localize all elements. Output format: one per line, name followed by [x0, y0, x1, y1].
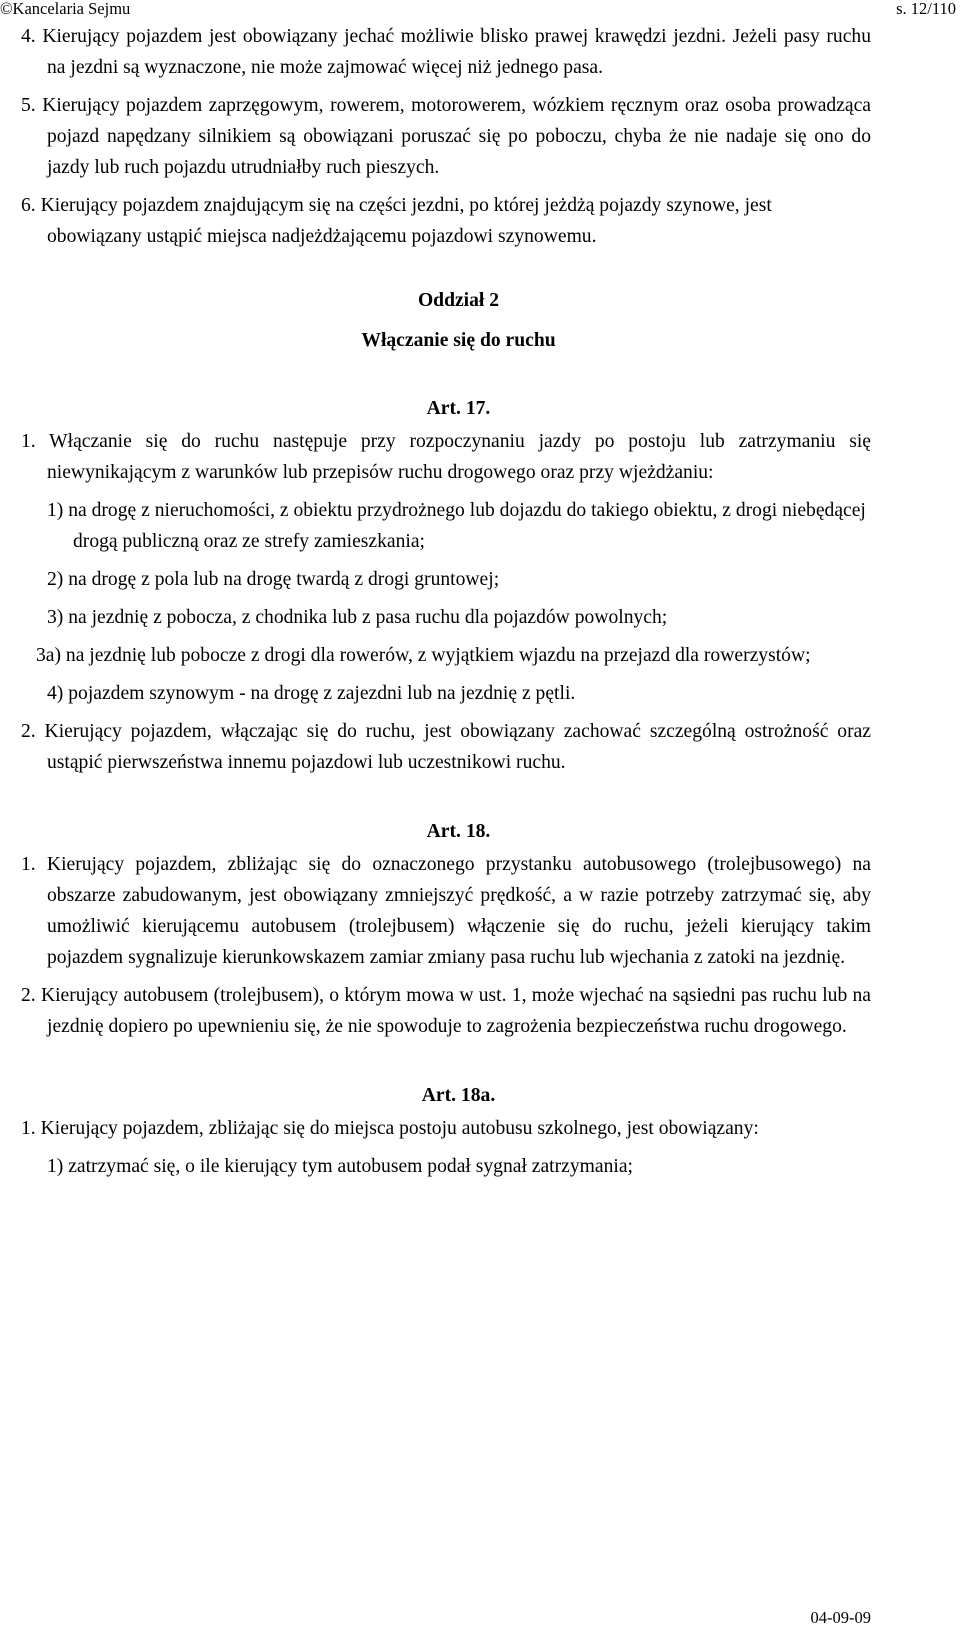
document-body [0, 21, 960, 1189]
article-17-heading: Art. 17. [426, 398, 491, 419]
paragraph-4: 4. Kierujący pojazdem jest obowiązany jechać możliwie blisko prawej krawędzi jezdni. Jeżeli pasy ruchu na jezdni są wyznaczone, nie może zajmować więcej niż jednego pasa. [21, 26, 871, 78]
article-17-item-3: 3) na jezdnię z pobocza, z chodnika lub z pasa ruchu dla pojazdów powolnych; [47, 607, 668, 628]
article-17-item-1: 1) na drogę z nieruchomości, z obiektu przydrożnego lub dojazdu do takiego obiektu, z drogi niebędącej drogą publiczną oraz ze strefy zamieszkania; [47, 500, 866, 552]
paragraph-6: 6. Kierujący pojazdem znajdującym się na części jezdni, po której jeżdżą pojazdy szynowe, jest obowiązany ustąpić miejsca nadjeżdżającemu pojazdowi szynowemu. [21, 195, 772, 247]
article-18-paragraph-1: 1. Kierujący pojazdem, zbliżając się do oznaczonego przystanku autobusowego (trolejbusowego) na obszarze zabudowanym, jest obowiązany zmniejszyć prędkość, a w razie potrzeby zatrzymać się, aby umożliwić kierującemu autobusem (trolejbusem) włączenie się do ruchu, jeżeli kierujący takim pojazdem sygnalizuje kierunkowskazem zamiar zmiany pasa ruchu lub wjechania z zatoki na jezdnię. [21, 854, 871, 968]
page-number: s. 12/110 [896, 0, 956, 18]
article-17-item-3a: 3a) na jezdnię lub pobocze z drogi dla rowerów, z wyjątkiem wjazdu na przejazd dla rowerzystów; [36, 645, 811, 666]
article-17-item-4: 4) pojazdem szynowym - na drogę z zajezdni lub na jezdnię z pętli. [47, 683, 576, 704]
article-18a-heading: Art. 18a. [421, 1085, 496, 1106]
paragraph-5: 5. Kierujący pojazdem zaprzęgowym, rowerem, motorowerem, wózkiem ręcznym oraz osoba prowadząca pojazd napędzany silnikiem są obowiązani poruszać się po poboczu, chyba że nie nadaje się ono do jazdy lub ruch pojazdu utrudniałby ruch pieszych. [21, 95, 871, 178]
article-17-item-2: 2) na drogę z pola lub na drogę twardą z drogi gruntowej; [47, 569, 500, 590]
article-18-heading: Art. 18. [426, 821, 491, 842]
section-subtitle: Włączanie się do ruchu [361, 330, 556, 351]
article-18-paragraph-2: 2. Kierujący autobusem (trolejbusem), o którym mowa w ust. 1, może wjechać na sąsiedni pas ruchu lub na jezdnię dopiero po upewnieniu się, że nie spowoduje to zagrożenia bezpieczeństwa ruchu drogowego. [21, 985, 871, 1037]
article-18a-item-1: 1) zatrzymać się, o ile kierujący tym autobusem podał sygnał zatrzymania; [47, 1156, 633, 1177]
article-17-paragraph-1: 1. Włączanie się do ruchu następuje przy rozpoczynaniu jazdy po postoju lub zatrzymaniu się niewynikającym z warunków lub przepisów ruchu drogowego oraz przy wjeżdżaniu: [21, 431, 871, 483]
section-title: Oddział 2 [417, 290, 500, 311]
footer-date: 04-09-09 [810, 1608, 871, 1627]
article-17-paragraph-2: 2. Kierujący pojazdem, włączając się do ruchu, jest obowiązany zachować szczególną ostrożność oraz ustąpić pierwszeństwa innemu pojazdowi lub uczestnikowi ruchu. [21, 721, 871, 773]
header-source: ©Kancelaria Sejmu [0, 0, 131, 18]
article-18a-paragraph-1: 1. Kierujący pojazdem, zbliżając się do miejsca postoju autobusu szkolnego, jest obowiązany: [21, 1118, 759, 1139]
